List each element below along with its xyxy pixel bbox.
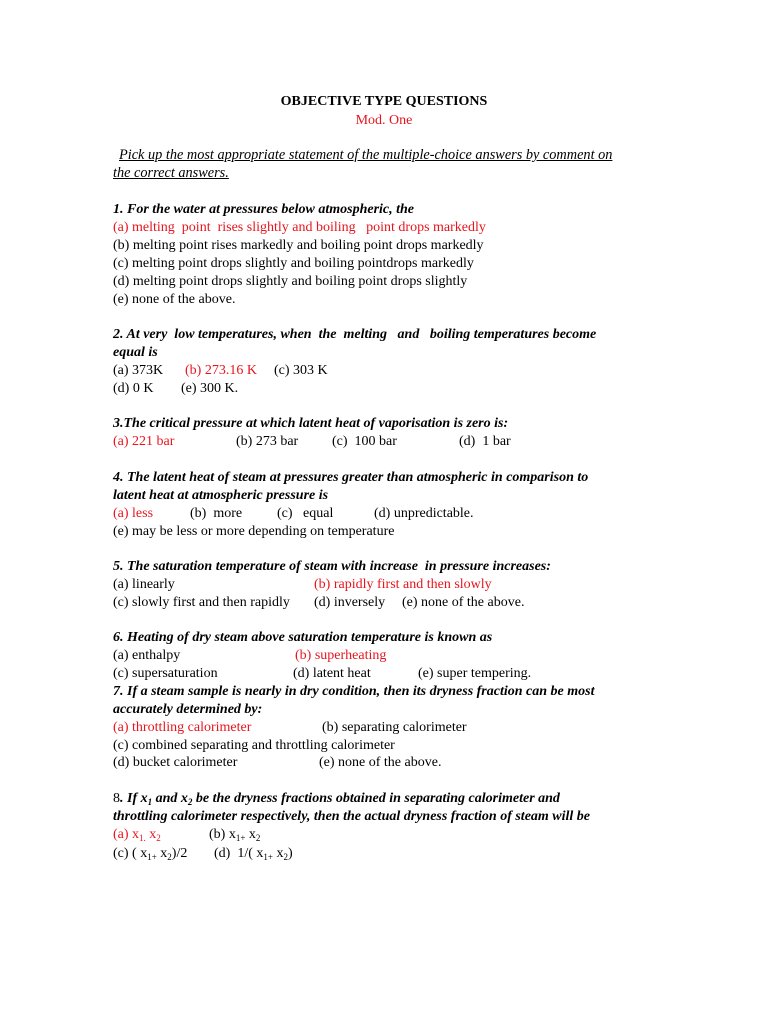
q3-option-d: (d) 1 bar (459, 434, 511, 449)
q4-option-c: (c) equal (277, 506, 334, 521)
q8-sub-2: 2 (187, 797, 193, 807)
q7-option-e: (e) none of the above. (319, 755, 442, 770)
q4-option-b: (b) more (190, 506, 243, 521)
q4-option-e: (e) may be less or more depending on temperature (113, 524, 395, 539)
q4-option-a: (a) less (113, 506, 154, 521)
question-2-line-2: equal is (113, 345, 158, 360)
q8-option-d: (d) 1/( $x_{1+}$ $x_2$) (214, 846, 293, 862)
q8-text-2: and x (152, 791, 188, 806)
q3-option-c: (c) 100 bar (332, 434, 397, 449)
q1-option-a: (a) melting point rises slightly and boiling point drops markedly (113, 220, 486, 235)
q7-option-d: (d) bucket calorimeter (113, 755, 238, 770)
question-8-line-2: throttling calorimeter respectively, then the actual dryness fraction of steam will be (113, 809, 591, 824)
q5-option-a: (a) linearly (113, 577, 175, 592)
q6-option-e: (e) super tempering. (418, 666, 532, 681)
question-4-line-1: 4. The latent heat of steam at pressures greater than atmospheric in comparison to (113, 470, 589, 485)
q8-number: 8 (113, 791, 120, 806)
q5-option-e: (e) none of the above. (402, 595, 525, 610)
q5-option-d: (d) inversely (314, 595, 386, 610)
q4-option-d: (d) unpredictable. (374, 506, 474, 521)
module-subtitle: Mod. One (355, 113, 413, 128)
q8-option-c: (c) ( $x_{1+}$ $x_2)/2$ (113, 846, 188, 862)
question-1: 1. For the water at pressures below atmospheric, the (113, 202, 415, 217)
q8-text-1: . If x (120, 791, 148, 806)
question-5: 5. The saturation temperature of steam with increase in pressure increases: (113, 559, 551, 574)
q1-option-c: (c) melting point drops slightly and boiling pointdrops markedly (113, 256, 474, 271)
q3-option-a: (a) 221 bar (113, 434, 175, 449)
instruction-line-2: the correct answers. (113, 165, 229, 181)
question-6: 6. Heating of dry steam above saturation temperature is known as (113, 630, 493, 645)
q1-option-d: (d) melting point drops slightly and boiling point drops slightly (113, 274, 468, 289)
question-4-line-2: latent heat at atmospheric pressure is (113, 488, 329, 503)
q1-option-e: (e) none of the above. (113, 292, 236, 307)
q2-option-b: (b) 273.16 K (185, 363, 257, 378)
q6-option-a: (a) enthalpy (113, 648, 181, 663)
q2-option-d: (d) 0 K (113, 381, 154, 396)
q6-option-c: (c) supersaturation (113, 666, 218, 681)
question-7-line-2: accurately determined by: (113, 702, 263, 717)
q8-option-b: (b) $x_{1+}$ $x_2$ (209, 827, 261, 843)
question-3: 3.The critical pressure at which latent heat of vaporisation is zero is: (113, 416, 509, 431)
q2-option-c: (c) 303 K (274, 363, 328, 378)
question-7-line-1: 7. If a steam sample is nearly in dry condition, then its dryness fraction can be most (113, 684, 595, 699)
q7-option-c: (c) combined separating and throttling calorimeter (113, 738, 395, 753)
q6-option-d: (d) latent heat (293, 666, 371, 681)
instruction-line-1: Pick up the most appropriate statement of the multiple-choice answers by comment on (119, 147, 613, 163)
q3-option-b: (b) 273 bar (236, 434, 299, 449)
q5-option-c: (c) slowly first and then rapidly (113, 595, 290, 610)
q6-option-b: (b) superheating (295, 648, 387, 663)
q8-text-3: be the dryness fractions obtained in separating calorimeter and (192, 791, 560, 806)
question-2-line-1: 2. At very low temperatures, when the melting and boiling temperatures become (113, 327, 597, 342)
q7-option-b: (b) separating calorimeter (322, 720, 467, 735)
q1-option-b: (b) melting point rises markedly and boiling point drops markedly (113, 238, 484, 253)
q8-option-a: (a) $x_{1.}$ $x_2$ (113, 827, 161, 843)
question-8-line-1 (113, 790, 560, 808)
q8-sub-1: 1 (147, 797, 153, 807)
q5-option-b: (b) rapidly first and then slowly (314, 577, 492, 592)
q7-option-a: (a) throttling calorimeter (113, 720, 252, 735)
instructions (113, 146, 653, 182)
page-title: OBJECTIVE TYPE QUESTIONS (280, 94, 488, 109)
q2-option-e: (e) 300 K. (181, 381, 239, 396)
q2-option-a: (a) 373K (113, 363, 164, 378)
